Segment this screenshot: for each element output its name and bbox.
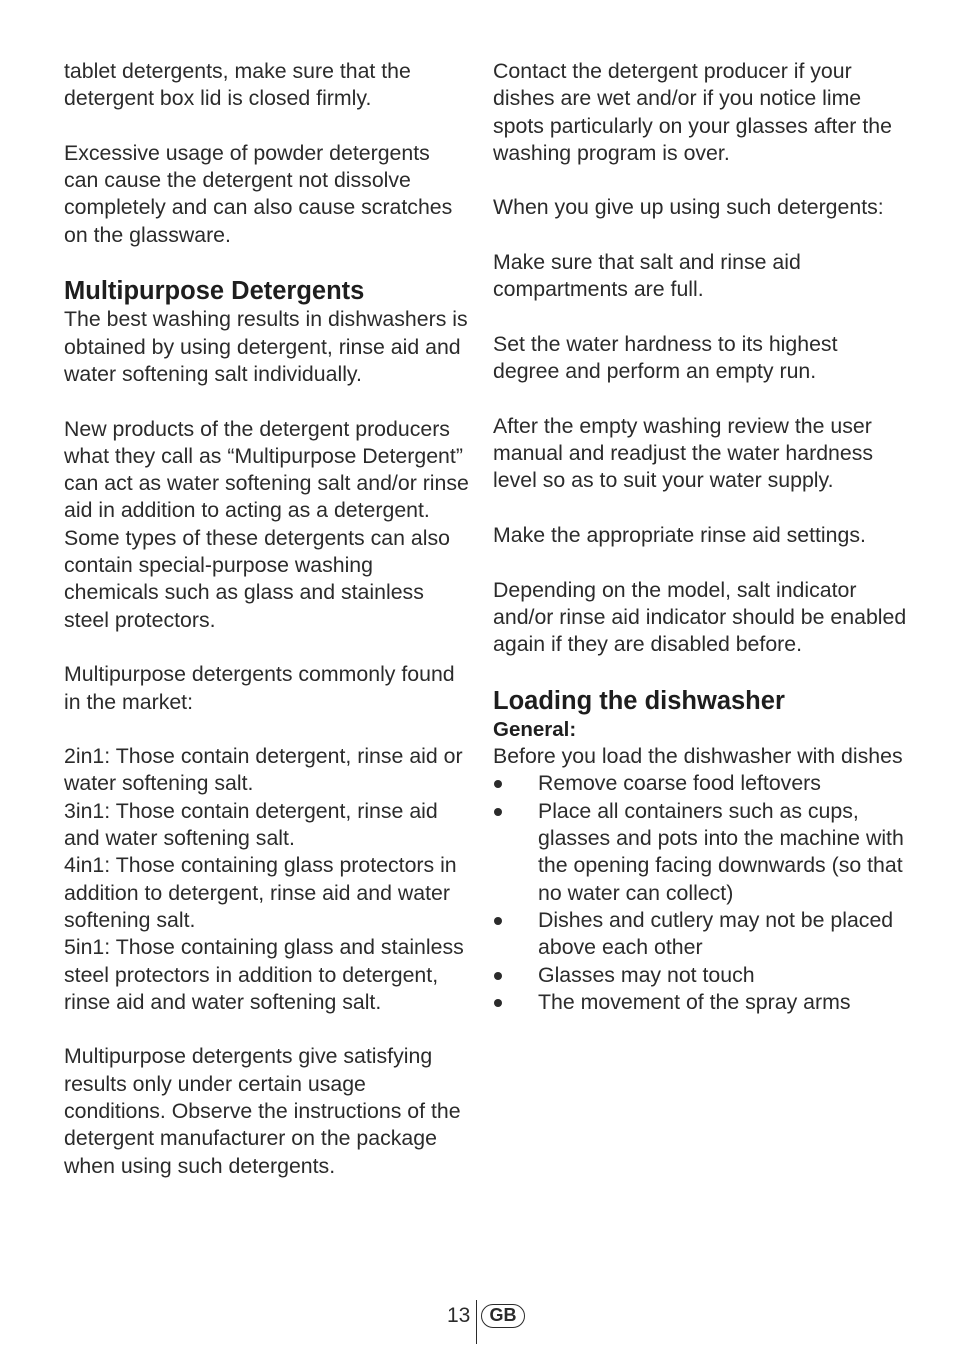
list-item xyxy=(493,798,908,907)
paragraph: Multipurpose detergents give satisfying results only under certain usage conditions. Observe the instructions of the detergent manufacturer on the package when using such detergents. xyxy=(64,1044,461,1178)
paragraph: Set the water hardness to its highest degree and perform an empty run. xyxy=(493,331,838,384)
paragraph: Make sure that salt and rinse aid compartments are full. xyxy=(493,250,801,302)
paragraph: Excessive usage of powder detergents can cause the detergent not dissolve completely and can also cause scratches on the glassware. xyxy=(64,140,453,247)
left-column xyxy=(64,58,469,1207)
paragraph: Make the appropriate rinse aid settings. xyxy=(493,523,866,548)
detergent-type-4in1: 4in1: Those containing glass protectors in addition to detergent, rinse aid and water softening salt. xyxy=(64,853,457,932)
list-item-text: Dishes and cutlery may not be placed above each other xyxy=(538,907,894,960)
subheading-general: General: xyxy=(493,717,577,741)
language-badge: GB xyxy=(481,1304,525,1328)
paragraph: When you give up using such detergents: xyxy=(493,195,884,220)
list-item-text: The movement of the spray arms xyxy=(538,989,851,1014)
paragraph: Contact the detergent producer if your dishes are wet and/or if you notice lime spots particularly on your glasses after the washing program is over. xyxy=(493,59,892,165)
list-item-text: Remove coarse food leftovers xyxy=(538,771,821,796)
list-item-text: Place all containers such as cups, glasses and pots into the machine with the opening facing downwards (so that no water can collect) xyxy=(538,798,904,905)
right-column xyxy=(493,58,908,1016)
footer-divider xyxy=(476,1300,477,1344)
paragraph: Multipurpose detergents commonly found in the market: xyxy=(64,662,455,714)
list-item xyxy=(493,989,908,1016)
detergent-type-5in1: 5in1: Those containing glass and stainless steel protectors in addition to detergent, rinse aid and water softening salt. xyxy=(64,935,464,1014)
detergent-type-2in1: 2in1: Those contain detergent, rinse aid or water softening salt. xyxy=(64,744,463,796)
detergent-type-3in1: 3in1: Those contain detergent, rinse aid and water softening salt. xyxy=(64,798,438,851)
paragraph: After the empty washing review the user manual and readjust the water hardness level so as to suit your water supply. xyxy=(493,413,874,493)
paragraph: The best washing results in dishwashers is obtained by using detergent, rinse aid and water softening salt individually. xyxy=(64,307,468,386)
section-heading-multipurpose: Multipurpose Detergents xyxy=(64,277,365,306)
paragraph: Before you load the dishwasher with dishes xyxy=(493,744,903,769)
paragraph: New products of the detergent producers what they call as “Multipurpose Detergent” can act as water softening salt and/or rinse aid in addition to acting as a detergent. Some types of these detergents can also contain special-purpose washing chemicals such as glass and stainless steel protectors. xyxy=(64,416,469,632)
list-item xyxy=(493,770,908,797)
list-item xyxy=(493,962,908,989)
page-number: 13 xyxy=(447,1304,471,1327)
loading-bullet-list xyxy=(493,770,908,1016)
page-footer xyxy=(0,1298,954,1344)
list-item xyxy=(493,907,908,962)
paragraph: Depending on the model, salt indicator and/or rinse aid indicator should be enabled again if they are disabled before. xyxy=(493,577,907,657)
section-heading-loading: Loading the dishwasher xyxy=(493,686,785,715)
list-item-text: Glasses may not touch xyxy=(538,962,755,987)
paragraph: tablet detergents, make sure that the detergent box lid is closed firmly. xyxy=(64,59,411,111)
